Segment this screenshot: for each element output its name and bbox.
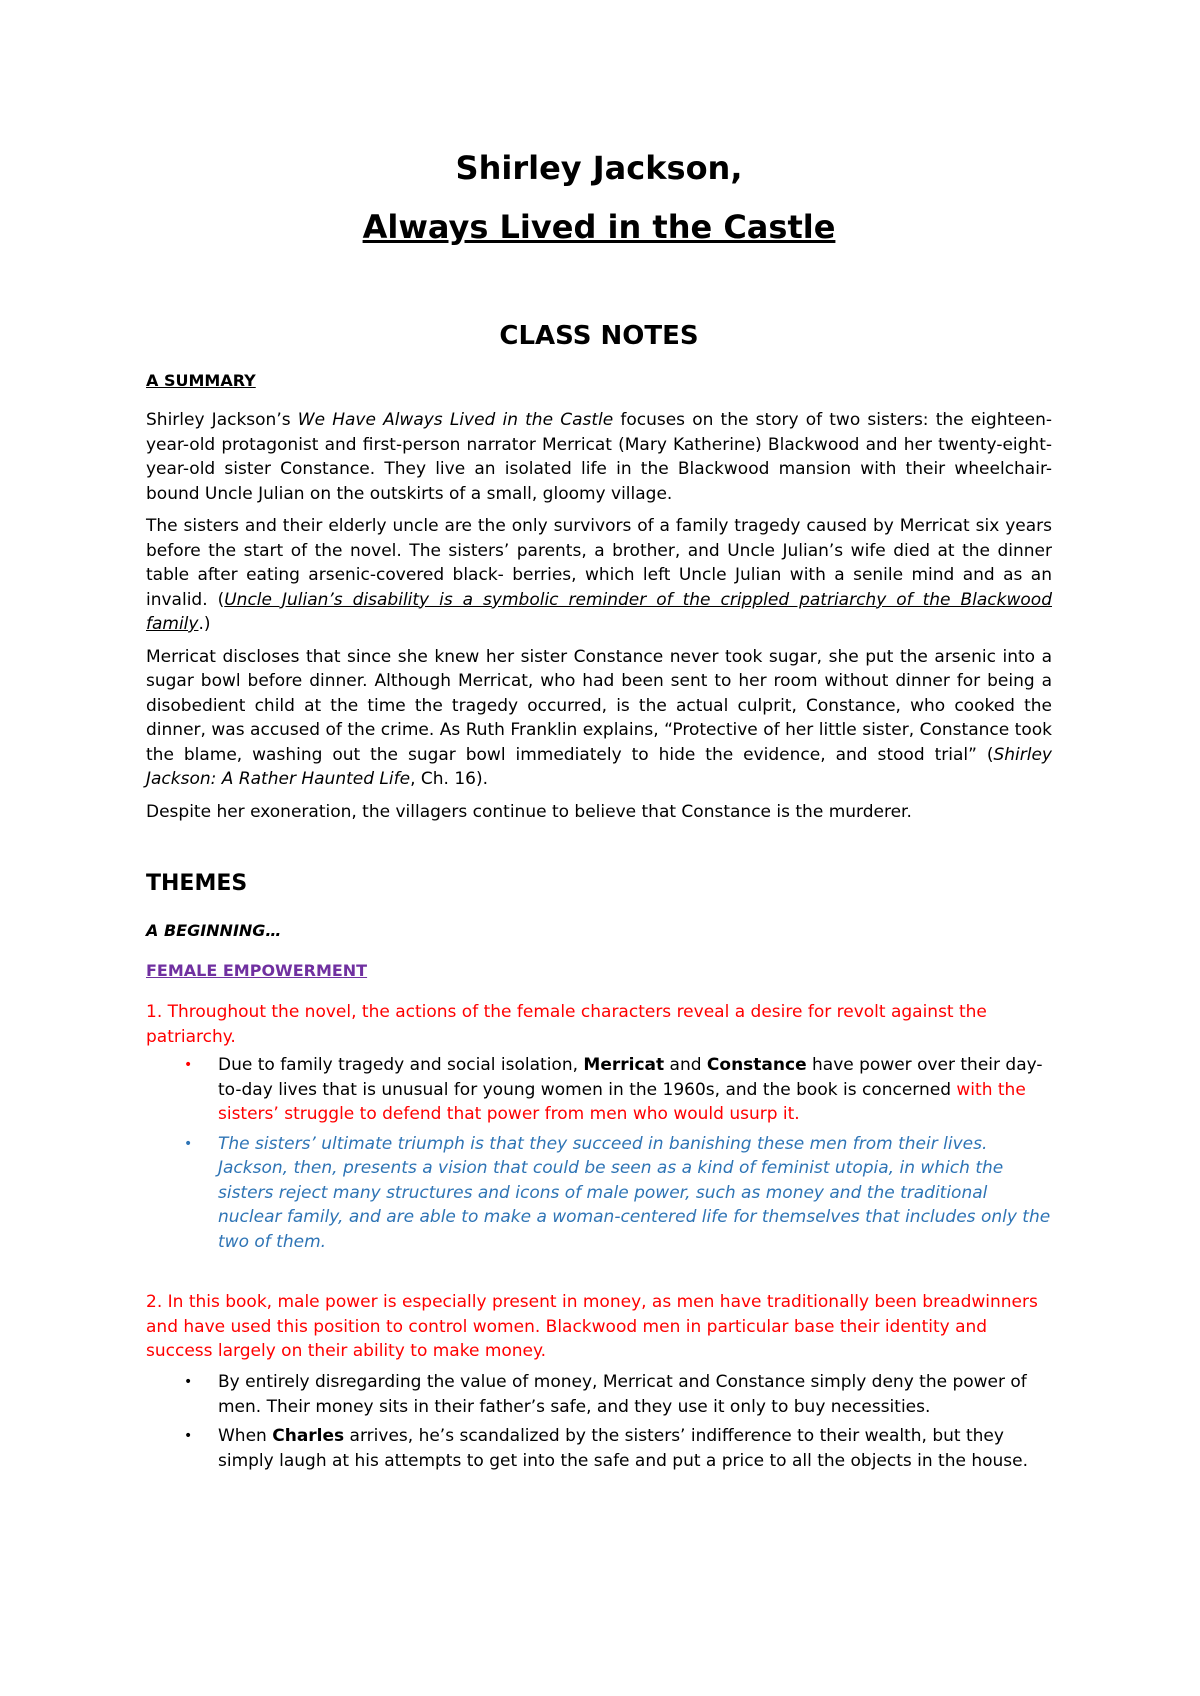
text-run: Due to family tragedy and social isolation,	[218, 1055, 584, 1075]
text-run: When	[218, 1426, 273, 1446]
text-run: , Ch. 16).	[410, 769, 488, 789]
text-run: focuses on the story of two sisters: the eighteen-year-old protagonist and first-person narrator Merricat (Mary Katherine) Blackwood and her twenty-eight-year-old sister Constance. They live an isolated life in the Blackwood mansion with their wheelchair-bound Uncle Julian on the outskirts of a small, gloomy village.	[146, 410, 1052, 504]
book-title-italic: We Have Always Lived in the Castle	[297, 410, 614, 430]
character-name: Constance	[706, 1055, 807, 1075]
character-name: Charles	[272, 1426, 345, 1446]
list-item	[146, 1424, 1052, 1473]
bullet-dot-icon: •	[184, 1428, 193, 1444]
point-2-bullet-list	[146, 1370, 1052, 1478]
text-run: The sisters and their elderly uncle are the only survivors of a family tragedy caused by Merricat six years before the start of the novel. The sisters’ parents, a brother, and Uncle Julian’s wife died at the dinner table after eating arsenic-covered black- berries, which left Uncle Julian with a senile mind and as an invalid. (	[146, 516, 1052, 610]
list-item	[146, 1053, 1052, 1127]
text-run: arrives, he’s scandalized by the sisters’ indifference to their wealth, but they simply laugh at his attempts to get into the safe and put a price to all the objects in the house.	[218, 1426, 1029, 1471]
beginning-heading: A BEGINNING…	[146, 921, 282, 940]
summary-heading: A SUMMARY	[146, 371, 256, 390]
list-item	[146, 1370, 1052, 1419]
text-run: By entirely disregarding the value of money, Merricat and Constance simply deny the power of men. Their money sits in their father’s safe, and they use it only to buy necessities.	[218, 1372, 1027, 1417]
class-notes-heading: CLASS NOTES	[499, 321, 699, 351]
text-run: have power over their day-to-day lives that is unusual for young women in the 1960s, and the book is concerned	[218, 1055, 1043, 1100]
summary-section	[146, 408, 1052, 832]
bullet-dot-icon: •	[184, 1057, 193, 1073]
document-title-book: Always Lived in the Castle	[362, 208, 836, 246]
text-run: Merricat discloses that since she knew her sister Constance never took sugar, she put the arsenic into a sugar bowl before dinner. Although Merricat, who had been sent to her room without dinner for being a disobedient child at the time the tragedy occurred, is the actual culprit, Constance, who cooked the dinner, was accused of the crime. As Ruth Franklin explains, “Protective of her little sister, Constance took the blame, washing out the sugar bowl immediately to hide the evidence, and stood trial” (	[146, 646, 1052, 765]
summary-paragraph-2	[146, 514, 1052, 637]
text-run: The sisters’ ultimate triumph is that they succeed in banishing these men from their lives. Jackson, then, presents a vision that could be seen as a kind of feminist utopia, in which the sisters reject many structures and icons of male power, such as money and the traditional nuclear family, and are able to make a woman-centered life for themselves that includes only the two of them.	[218, 1133, 1051, 1252]
summary-paragraph-1	[146, 408, 1052, 506]
highlighted-text: with the sisters’ struggle to defend that power from men who would usurp it.	[218, 1079, 1026, 1124]
text-run: .)	[198, 614, 211, 634]
document-title-author: Shirley Jackson,	[455, 149, 743, 187]
list-item	[146, 1132, 1052, 1255]
summary-paragraph-4: Despite her exoneration, the villagers continue to believe that Constance is the murderer.	[146, 801, 912, 822]
bullet-dot-icon: •	[184, 1374, 193, 1390]
bullet-dot-icon: •	[184, 1135, 193, 1152]
female-empowerment-heading: FEMALE EMPOWERMENT	[146, 961, 368, 980]
point-1-bullet-list	[146, 1053, 1052, 1259]
theme-point-2: 2. In this book, male power is especially present in money, as men have traditionally been breadwinners and have used this position to control women. Blackwood men in particular base their identity and success largely on their ability to make money.	[146, 1292, 1038, 1361]
character-name: Merricat	[583, 1055, 665, 1075]
text-run: Shirley Jackson’s	[146, 410, 298, 430]
symbolic-note: Uncle Julian’s disability is a symbolic reminder of the crippled patriarchy of the Blackwood family	[146, 589, 1052, 634]
text-run: and	[664, 1055, 707, 1075]
source-title-italic: Shirley Jackson: A Rather Haunted Life	[146, 744, 1052, 789]
theme-point-1: 1. Throughout the novel, the actions of the female characters reveal a desire for revolt against the patriarchy.	[146, 1002, 987, 1047]
themes-heading: THEMES	[146, 871, 248, 896]
summary-paragraph-3	[146, 645, 1052, 792]
